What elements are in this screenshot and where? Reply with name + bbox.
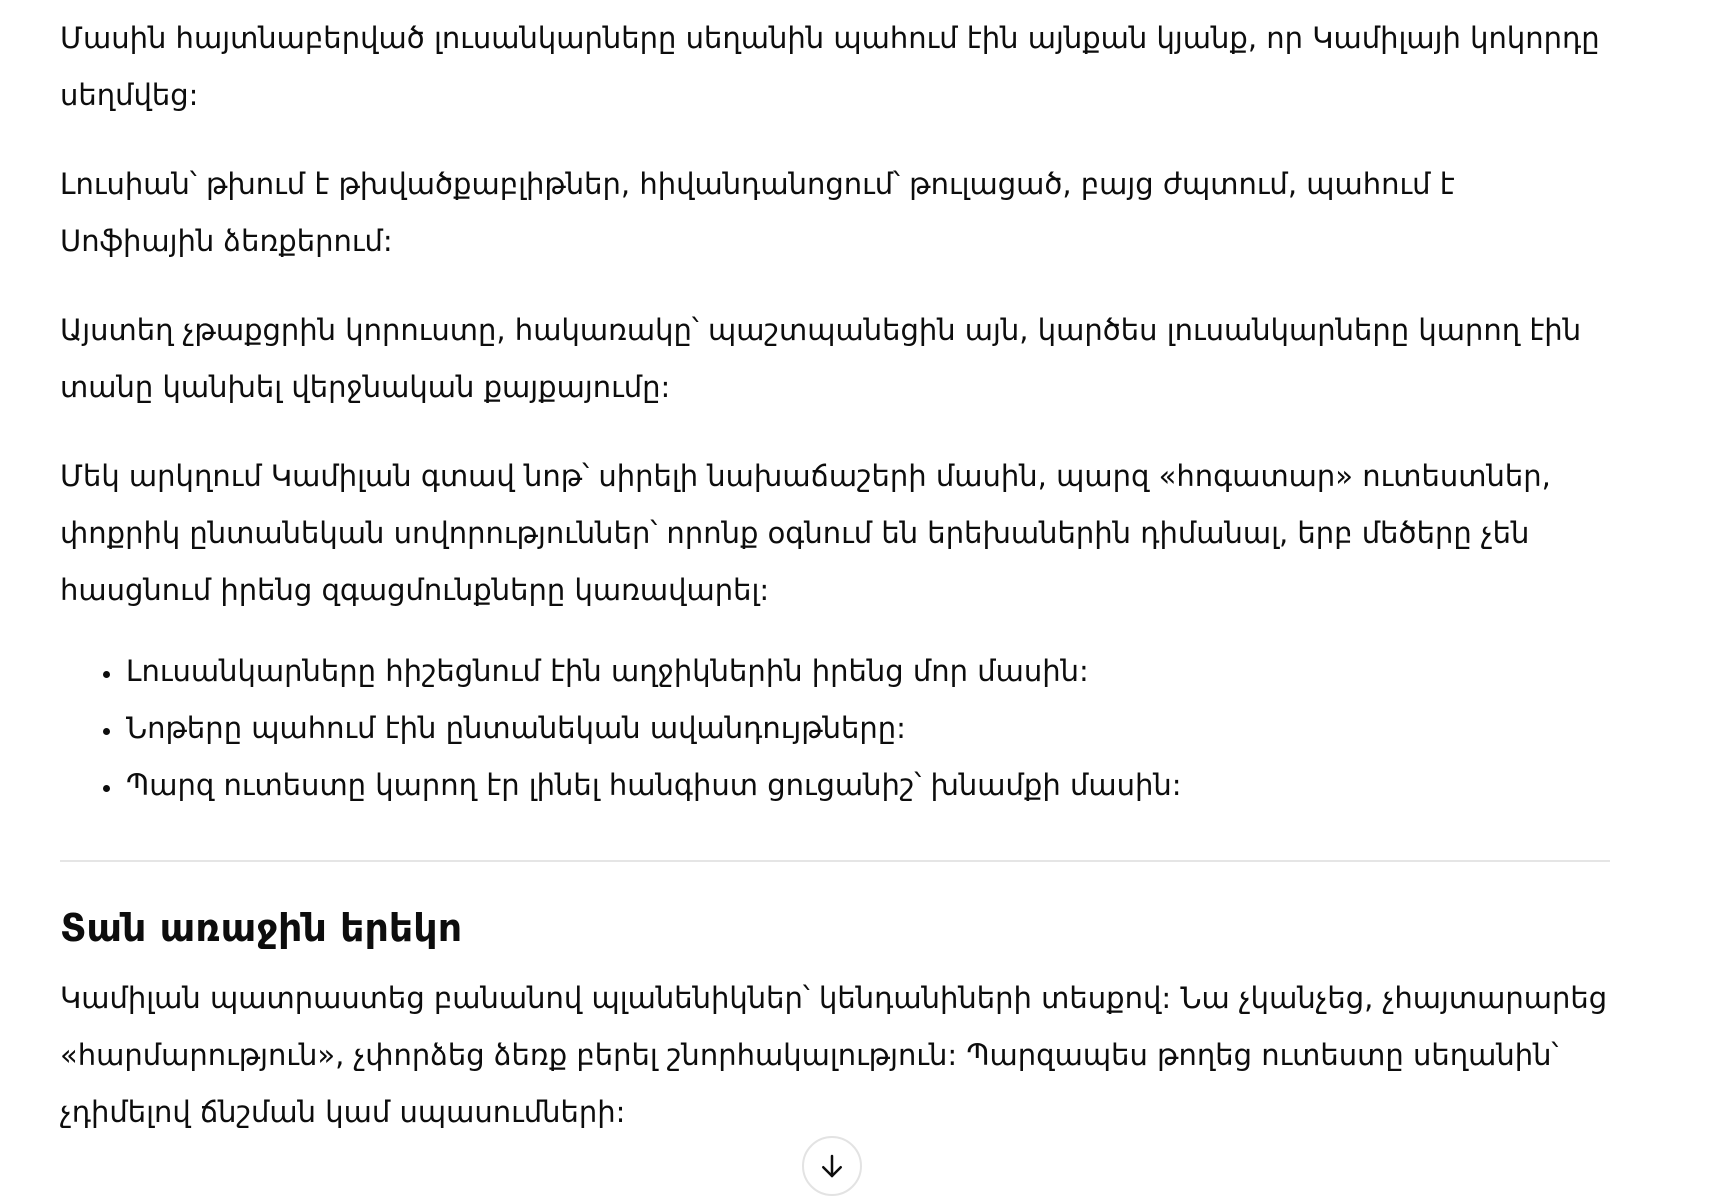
paragraph-loss: Այստեղ չթաքցրին կորուստը, հակառակը՝ պաշտպանեցին այն, կարծես լուսանկարները կարող էին տանը կանխել վերջնական քայքայումը: [60, 313, 1582, 404]
section-heading: Տան առաջին երեկո [60, 906, 463, 950]
list-item: • Պարզ ուտեստը կարող էր լինել հանգիստ ցուցանիշ՝ խնամքի մասին: [124, 757, 1610, 814]
paragraph-lucian: Լուսիան՝ թխում է թխվածքաբլիթներ, հիվանդանոցում՝ թուլացած, բայց ժպտում, պահում է Սոֆիային ձեռքերում: [60, 167, 1455, 258]
section-divider [60, 860, 1610, 862]
bullet-list [60, 643, 1610, 814]
list-item: • Նոթերը պահում էին ընտանեկան ավանդույթները: [124, 700, 1610, 757]
list-item: • Լուսանկարները հիշեցնում էին աղջիկներին իրենց մոր մասին: [124, 643, 1610, 700]
arrow-down-icon [817, 1151, 847, 1181]
scroll-to-bottom-button[interactable] [802, 1136, 862, 1196]
section-paragraph: Կամիլան պատրաստեց բանանով պլանենիկներ՝ կենդանիների տեսքով: Նա չկանչեց, չհայտարարեց «հարմարություն», չփորձեց ձեռք բերել շնորհակալություն: Պարզապես թողեց ուտեստը սեղանին՝ չդիմելով ճնշման կամ սպասումների: [60, 981, 1608, 1129]
paragraph-note: Մեկ արկղում Կամիլան գտավ նոթ՝ սիրելի նախաճաշերի մասին, պարզ «հոգատար» ուտեստներ, փոքրիկ ընտանեկան սովորություններ՝ որոնք օգնում են երեխաներին դիմանալ, երբ մեծերը չեն հասցնում իրենց զգացմունքները կառավարել: [60, 459, 1551, 607]
message-content [60, 10, 1610, 1173]
paragraph-photos: Մասին հայտնաբերված լուսանկարները սեղանին պահում էին այնքան կյանք, որ Կամիլայի կոկորդը սեղմվեց: [60, 21, 1600, 112]
